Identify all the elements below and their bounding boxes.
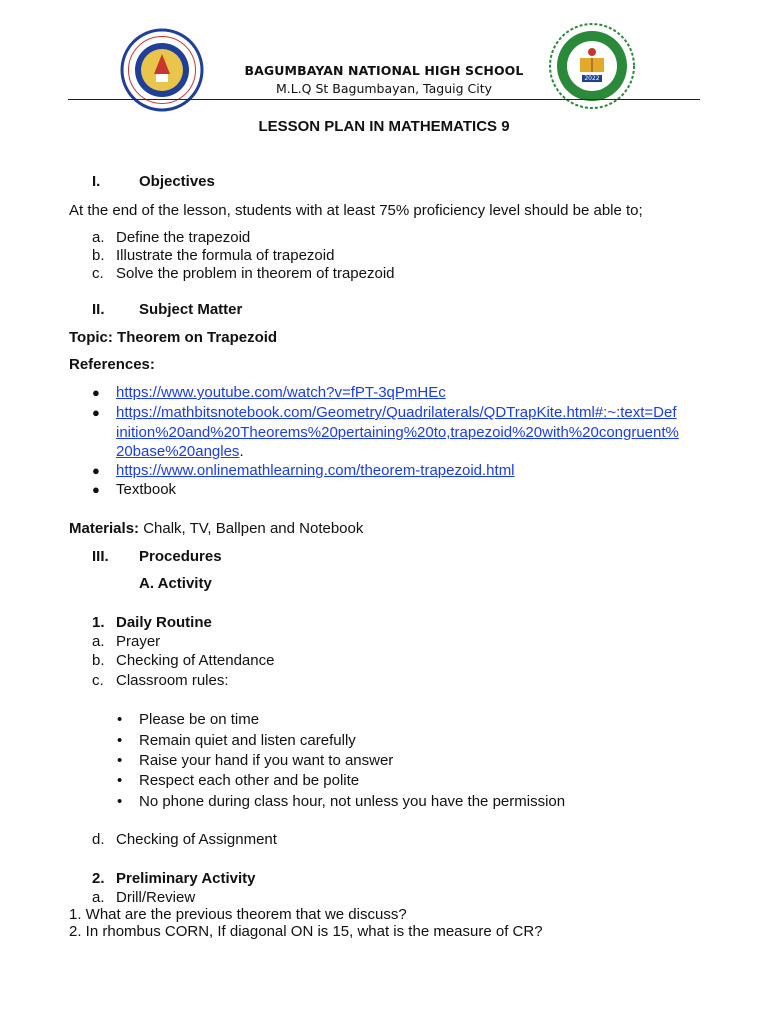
- routine-item: Prayer: [116, 633, 161, 650]
- routine-marker: c.: [92, 672, 104, 689]
- subject-matter-numeral: II.: [92, 301, 105, 318]
- period: .: [239, 443, 244, 460]
- materials-text: Chalk, TV, Ballpen and Notebook: [139, 520, 364, 537]
- objectives-numeral: I.: [92, 173, 101, 190]
- bullet-icon: •: [117, 711, 123, 728]
- routine-item: Checking of Attendance: [116, 652, 275, 669]
- preliminary-marker: 2.: [92, 870, 105, 887]
- header-divider: [68, 99, 700, 100]
- rule-item: Raise your hand if you want to answer: [139, 752, 394, 769]
- school-logo-year: 2022: [584, 75, 600, 82]
- objective-item: Illustrate the formula of trapezoid: [116, 247, 335, 264]
- procedures-heading: Procedures: [139, 548, 222, 565]
- objective-marker: b.: [92, 247, 105, 264]
- review-question: 1. What are the previous theorem that we discuss?: [69, 906, 407, 923]
- rule-item: Respect each other and be polite: [139, 772, 360, 789]
- references-label: References:: [69, 356, 155, 373]
- routine-item: Classroom rules:: [116, 672, 229, 689]
- reference-link-onlinemath[interactable]: https://www.onlinemathlearning.com/theorem-trapezoid.html: [116, 462, 515, 479]
- reference-link-youtube[interactable]: https://www.youtube.com/watch?v=fPT-3qPmHEc: [116, 384, 446, 401]
- objective-item: Solve the problem in theorem of trapezoid: [116, 265, 395, 282]
- drill-item: Drill/Review: [116, 889, 196, 906]
- bullet-icon: ●: [92, 463, 100, 478]
- bullet-icon: •: [117, 732, 123, 749]
- school-name: BAGUMBAYAN NATIONAL HIGH SCHOOL: [244, 63, 524, 78]
- rule-item: No phone during class hour, not unless you have the permission: [139, 793, 566, 810]
- bullet-icon: ●: [92, 405, 100, 420]
- assignment-marker: d.: [92, 831, 105, 848]
- assignment-item: Checking of Assignment: [116, 831, 277, 848]
- objective-item: Define the trapezoid: [116, 229, 251, 246]
- subject-matter-heading: Subject Matter: [139, 301, 243, 318]
- activity-heading: A. Activity: [139, 575, 212, 592]
- routine-marker: b.: [92, 652, 105, 669]
- procedures-numeral: III.: [92, 548, 109, 565]
- objective-marker: c.: [92, 265, 104, 282]
- reference-link-mathbits-tail[interactable]: 20base%20angles: [116, 443, 240, 460]
- reference-link-mathbits-cont[interactable]: inition%20and%20Theorems%20pertaining%20to,trapezoid%20with%20congruent%: [116, 424, 679, 441]
- materials-line: [69, 520, 363, 537]
- review-question: 2. In rhombus CORN, If diagonal ON is 15, what is the measure of CR?: [69, 923, 543, 940]
- page-title: LESSON PLAN IN MATHEMATICS 9: [258, 118, 510, 135]
- school-address: M.L.Q St Bagumbayan, Taguig City: [275, 81, 493, 96]
- daily-routine-heading: Daily Routine: [116, 614, 212, 631]
- reference-link-mathbits[interactable]: https://mathbitsnotebook.com/Geometry/Quadrilaterals/QDTrapKite.html#:~:text=Def: [116, 404, 677, 421]
- bullet-icon: •: [117, 772, 123, 789]
- bullet-icon: •: [117, 752, 123, 769]
- bullet-icon: ●: [92, 482, 100, 497]
- bullet-icon: •: [117, 793, 123, 810]
- reference-link-mathbits-end: [116, 443, 244, 460]
- topic: Topic: Theorem on Trapezoid: [69, 329, 278, 346]
- objectives-intro: At the end of the lesson, students with at least 75% proficiency level should be able to;: [69, 202, 643, 219]
- rule-item: Remain quiet and listen carefully: [139, 732, 356, 749]
- reference-textbook: Textbook: [116, 481, 177, 498]
- bullet-icon: ●: [92, 385, 100, 400]
- drill-marker: a.: [92, 889, 105, 906]
- daily-routine-marker: 1.: [92, 614, 105, 631]
- routine-marker: a.: [92, 633, 105, 650]
- materials-label: Materials:: [69, 520, 140, 537]
- objectives-heading: Objectives: [139, 173, 215, 190]
- objective-marker: a.: [92, 229, 105, 246]
- rule-item: Please be on time: [139, 711, 260, 728]
- preliminary-heading: Preliminary Activity: [116, 870, 256, 887]
